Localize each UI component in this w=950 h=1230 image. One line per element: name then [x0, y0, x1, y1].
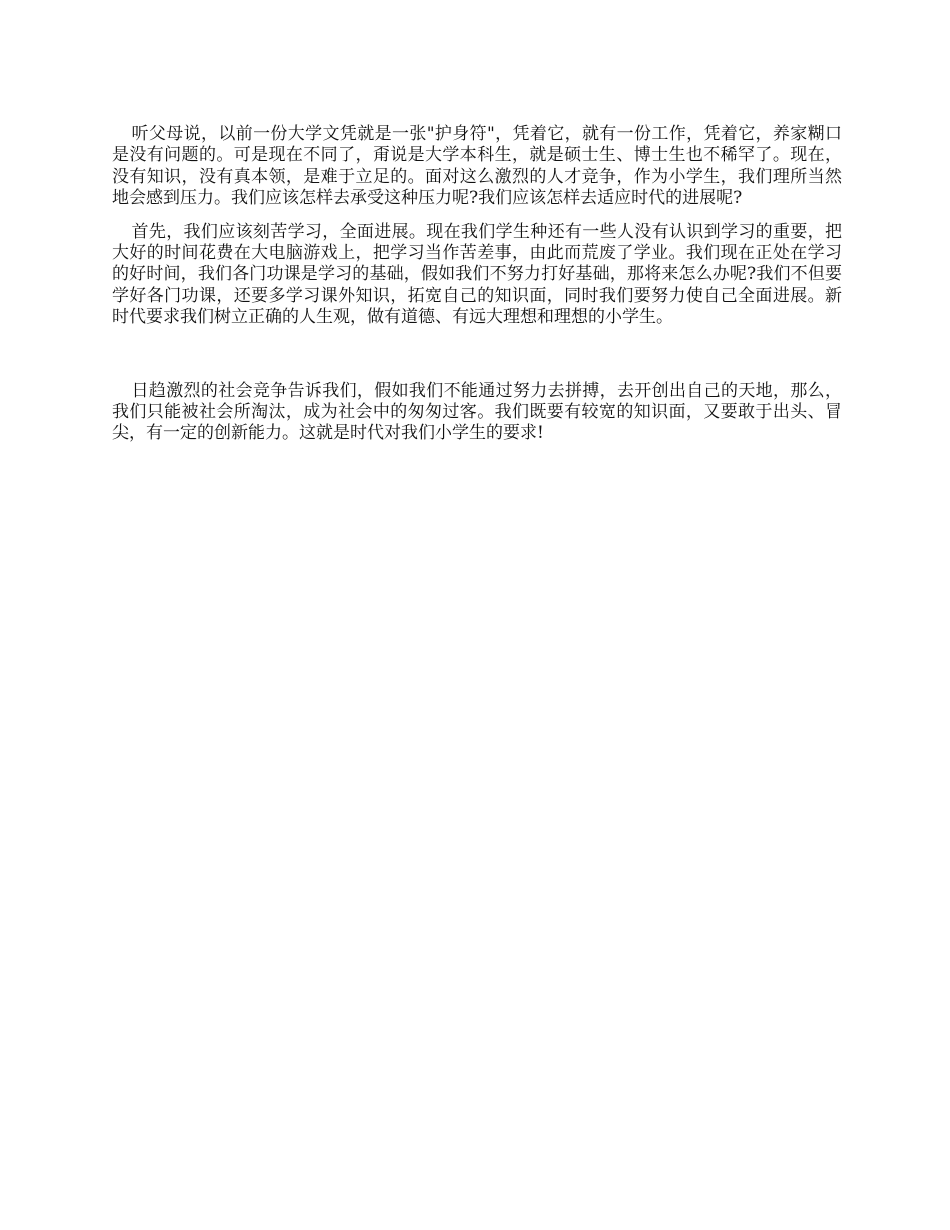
document-body	[112, 124, 842, 445]
paragraph-1: 听父母说，以前一份大学文凭就是一张"护身符"，凭着它，就有一份工作，凭着它，养家糊口是没有问题的。可是现在不同了，甭说是大学本科生，就是硕士生、博士生也不稀罕了。现在，没有知识，没有真本领，是难于立足的。面对这么激烈的人才竞争，作为小学生，我们理所当然地会感到压力。我们应该怎样去承受这种压力呢?我们应该怎样去适应时代的进展呢?	[112, 124, 842, 209]
paragraph-3: 日趋激烈的社会竞争告诉我们，假如我们不能通过努力去拼搏，去开创出自己的天地，那么，我们只能被社会所淘汰，成为社会中的匆匆过客。我们既要有较宽的知识面，又要敢于出头、冒尖，有一定的创新能力。这就是时代对我们小学生的要求!	[112, 380, 842, 444]
paragraph-2: 首先，我们应该刻苦学习，全面进展。现在我们学生种还有一些人没有认识到学习的重要，把大好的时间花费在大电脑游戏上，把学习当作苦差事，由此而荒废了学业。我们现在正处在学习的好时间，我们各门功课是学习的基础，假如我们不努力打好基础，那将来怎么办呢?我们不但要学好各门功课，还要多学习课外知识，拓宽自己的知识面，同时我们要努力使自己全面进展。新时代要求我们树立正确的人生观，做有道德、有远大理想和理想的小学生。	[112, 221, 842, 328]
